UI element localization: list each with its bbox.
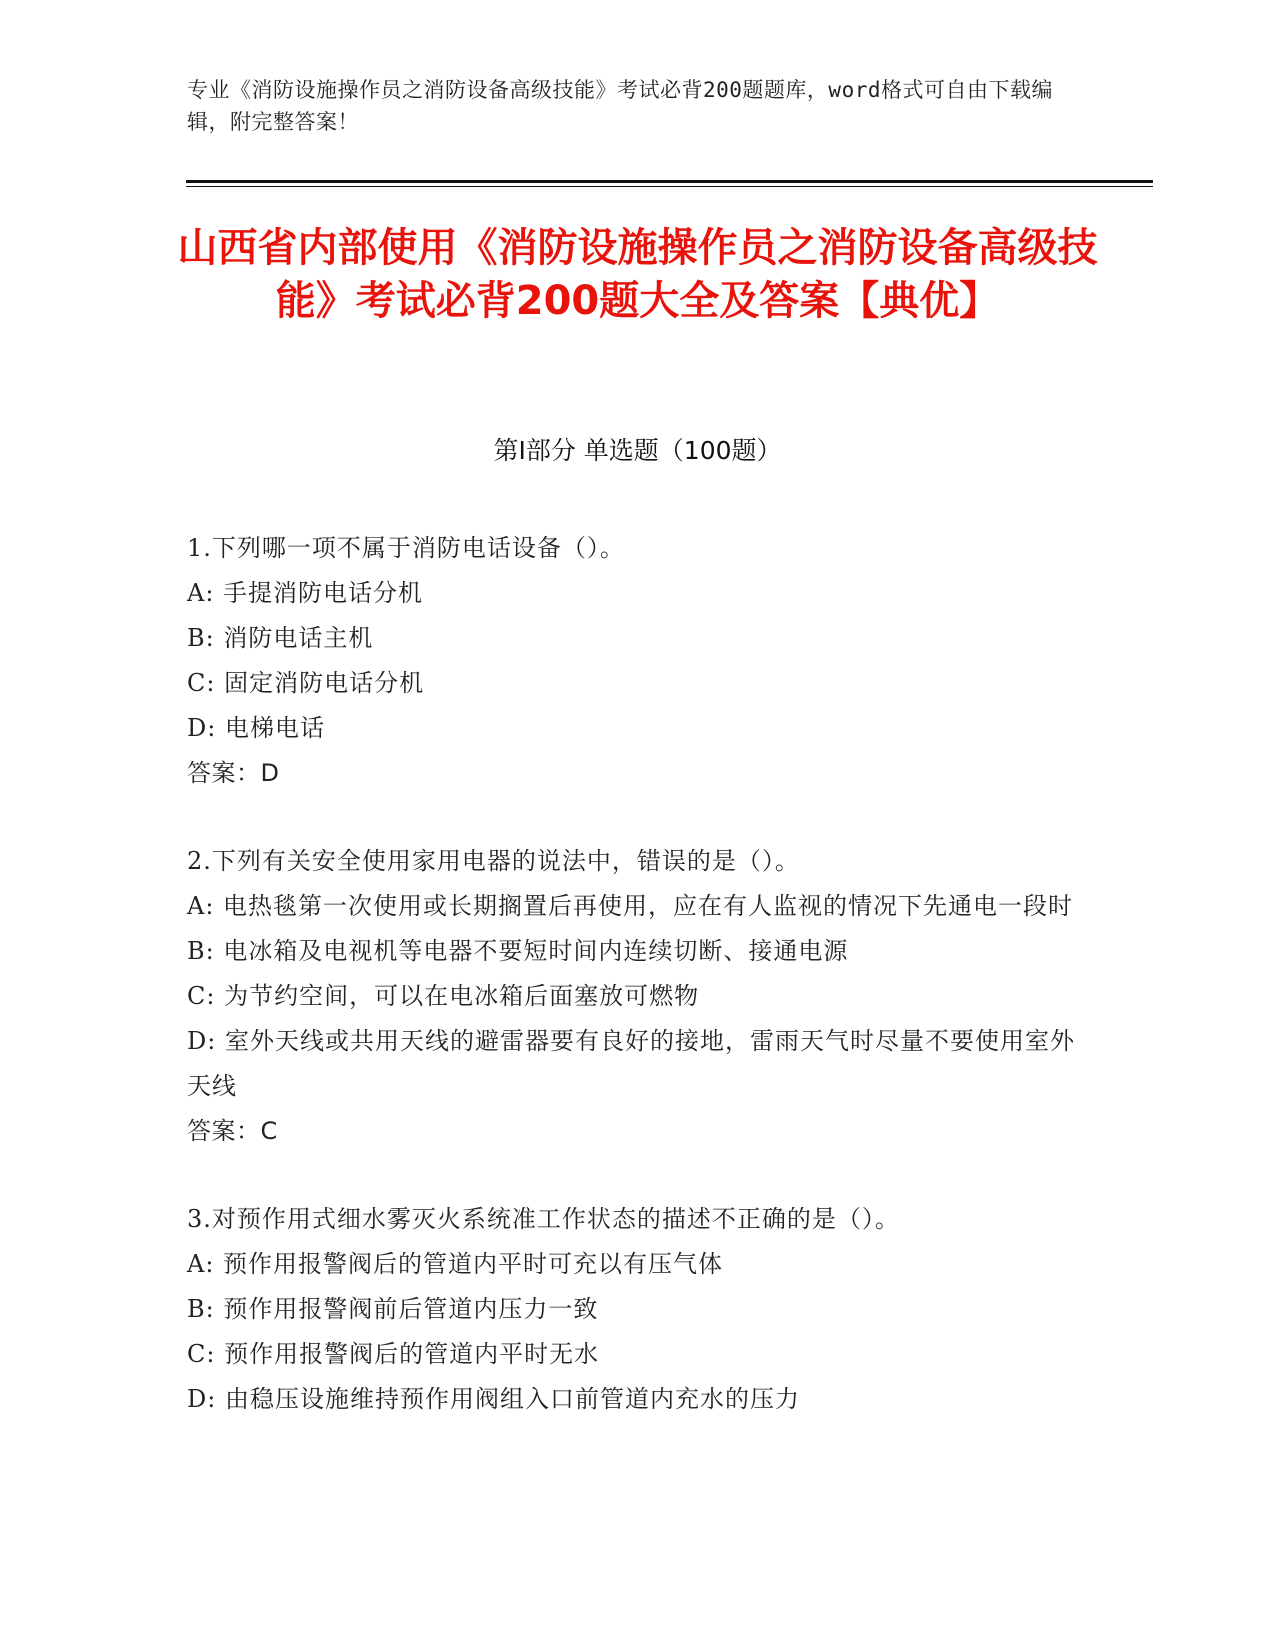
question-stem: 2.下列有关安全使用家用电器的说法中，错误的是（）。 — [187, 847, 800, 875]
question-1 — [187, 526, 1077, 796]
header-divider-thin — [186, 186, 1153, 187]
section-heading: 第Ⅰ部分 单选题（100题） — [493, 436, 782, 465]
option-a: A: 手提消防电话分机 — [187, 579, 424, 607]
option-c: C: 固定消防电话分机 — [187, 669, 425, 697]
question-2 — [187, 839, 1077, 1154]
option-c: C: 预作用报警阀后的管道内平时无水 — [187, 1340, 600, 1368]
question-list — [187, 526, 1077, 1465]
option-a: A: 预作用报警阀后的管道内平时可充以有压气体 — [187, 1250, 724, 1278]
option-d: D: 室外天线或共用天线的避雷器要有良好的接地，雷雨天气时尽量不要使用室外天线 — [187, 1027, 1075, 1100]
option-b: B: 电冰箱及电视机等电器不要短时间内连续切断、接通电源 — [187, 937, 849, 965]
answer-label: 答案：D — [187, 759, 280, 787]
option-d: D: 电梯电话 — [187, 714, 325, 742]
question-stem: 1.下列哪一项不属于消防电话设备（）。 — [187, 534, 625, 562]
answer-label: 答案：C — [187, 1117, 278, 1145]
option-a: A: 电热毯第一次使用或长期搁置后再使用，应在有人监视的情况下先通电一段时 — [187, 892, 1074, 920]
option-d: D: 由稳压设施维持预作用阀组入口前管道内充水的压力 — [187, 1385, 800, 1413]
question-3 — [187, 1197, 1077, 1422]
header-divider-thick — [186, 180, 1153, 183]
option-b: B: 预作用报警阀前后管道内压力一致 — [187, 1295, 599, 1323]
option-b: B: 消防电话主机 — [187, 624, 374, 652]
question-stem: 3.对预作用式细水雾灭火系统准工作状态的描述不正确的是（）。 — [187, 1205, 900, 1233]
option-c: C: 为节约空间，可以在电冰箱后面塞放可燃物 — [187, 982, 700, 1010]
header-note: 专业《消防设施操作员之消防设备高级技能》考试必背200题题库，word格式可自由下载编辑，附完整答案！ — [187, 78, 1053, 134]
document-title: 山西省内部使用《消防设施操作员之消防设备高级技能》考试必背200题大全及答案【典优】 — [177, 225, 1098, 324]
